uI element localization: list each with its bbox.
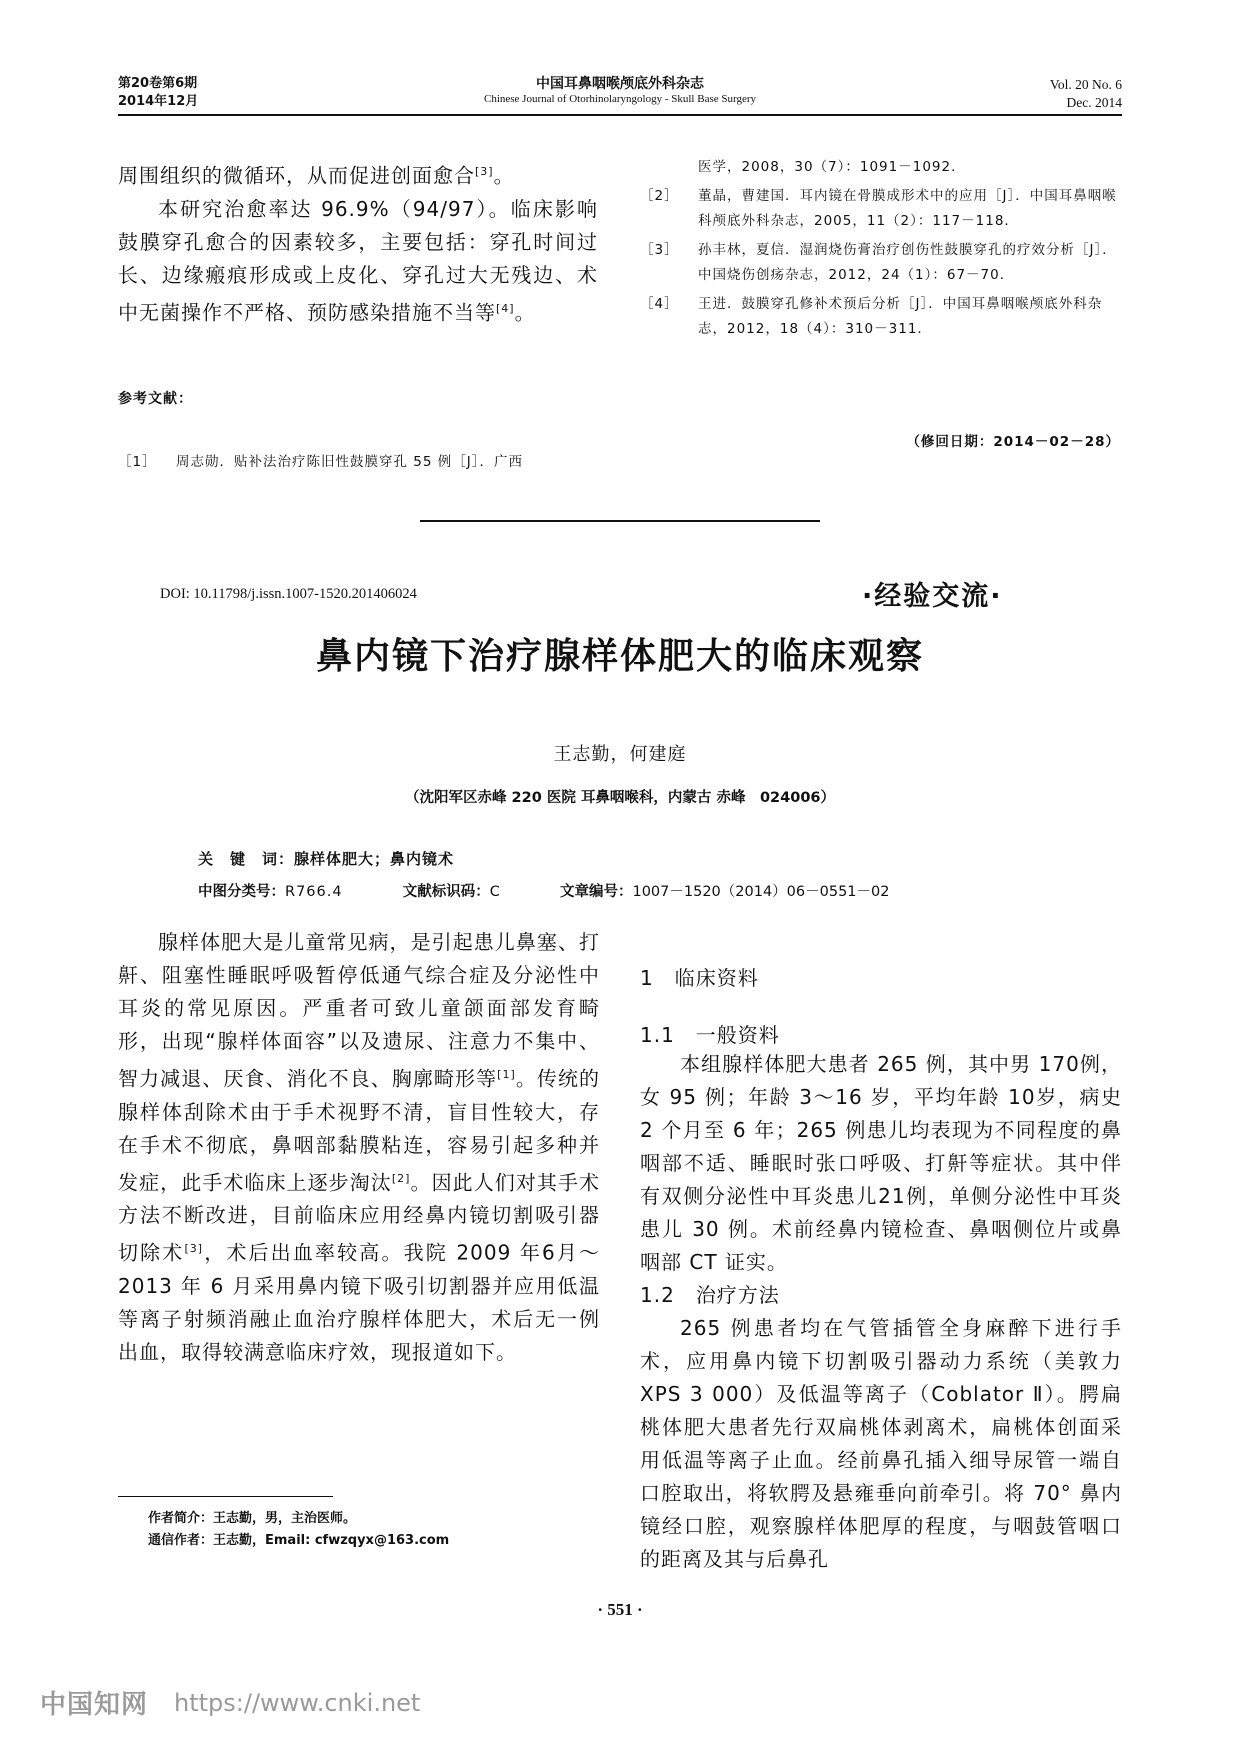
- section-1-2-text: 265 例患者均在气管插管全身麻醉下进行手术，应用鼻内镜下切割吸引器动力系统（美敦力 XPS 3 000）及低温等离子（Coblator Ⅱ）。腭扁桃体肥大患者先行双扁桃体剥离术，扁桃体创面采用低温等离子止血。经前鼻孔插入细导尿管一端自口腔取出，将软腭及悬雍垂向前牵引。将 70° 鼻内镜经口腔，观察腺样体肥厚的程度，与咽鼓管咽口的距离及其与后鼻孔: [640, 1316, 1122, 1571]
- author-bio: 作者简介：王志勤，男，主治医师。: [148, 1511, 357, 1526]
- corresponding-author: 通信作者：王志勤，Email: cfwzqyx@163.com: [148, 1533, 450, 1548]
- section-1-2-heading: 1.2 治疗方法: [640, 1283, 780, 1307]
- reference-text: 董晶，曹建国．耳内镜在骨膜成形术中的应用［J］．中国耳鼻咽喉科颅底外科杂志，2005，11（2）：117－118．: [698, 188, 1117, 229]
- reference-number: ［3］: [640, 242, 679, 258]
- doi: DOI: 10.11798/j.issn.1007-1520.201406024: [160, 586, 417, 602]
- classification-line: [198, 880, 889, 901]
- article-number-label: 文章编号：: [559, 884, 633, 900]
- section-1-1-heading: 1.1 一般资料: [640, 1023, 780, 1047]
- section-1-heading: 1 临床资料: [640, 966, 759, 990]
- right-column-body: [640, 962, 1122, 1576]
- prev-article-text: [118, 155, 598, 329]
- footnote-rule: [118, 1496, 333, 1497]
- keywords-line: [198, 848, 454, 869]
- header-date-en: Dec. 2014: [1066, 95, 1122, 110]
- reference-number: ［2］: [640, 188, 679, 204]
- revised-date: （修回日期：2014－02－28）: [906, 434, 1120, 450]
- references-right-column: [640, 155, 1122, 342]
- reference-text: 王进．鼓膜穿孔修补术预后分析［J］．中国耳鼻咽喉颅底外科杂志，2012，18（4）：310－311．: [698, 296, 1103, 337]
- reference-1: [118, 450, 600, 475]
- header-volume: 第20卷第6期: [118, 76, 198, 91]
- section-1-1-text: 本组腺样体肥大患者 265 例，其中男 170例，女 95 例；年龄 3～16 岁，平均年龄 10岁，病史 2 个月至 6 年；265 例患儿均表现为不同程度的鼻咽部不适、睡眠时张口呼吸、打鼾等症状。其中伴有双侧分泌性中耳炎患儿21例，单侧分泌性中耳炎患儿 30 例。术前经鼻内镜检查、鼻咽侧位片或鼻咽部 CT 证实。: [640, 1052, 1122, 1274]
- header-rule: [118, 114, 1122, 116]
- affiliation: （沈阳军区赤峰 220 医院 耳鼻咽喉科，内蒙古 赤峰 024006）: [405, 790, 835, 806]
- cnki-url: https://www.cnki.net: [174, 1688, 421, 1717]
- reference-4: [640, 292, 1122, 342]
- cnki-watermark: [40, 1684, 420, 1721]
- clc-label: 中图分类号：: [198, 884, 285, 900]
- journal-volume-issue: [118, 75, 198, 111]
- article-title: 鼻内镜下治疗腺样体肥大的临床观察: [315, 636, 924, 677]
- article-number: 1007－1520（2014）06－0551－02: [632, 884, 890, 900]
- authors: 王志勤，何建庭: [553, 744, 687, 765]
- reference-number: ［4］: [640, 296, 679, 312]
- journal-volume-en: [1050, 76, 1122, 112]
- references-title: 参考文献：: [118, 391, 193, 407]
- prev-paragraph-1: 周围组织的微循环，从而促进创面愈合[3]。: [118, 163, 515, 188]
- doc-code: C: [489, 884, 500, 900]
- cnki-logo: 中国知网: [40, 1690, 149, 1720]
- section-label: ·经验交流·: [862, 581, 1003, 612]
- reference-number: ［1］: [118, 454, 157, 470]
- reference-text: 孙丰林，夏信．湿润烧伤膏治疗创伤性鼓膜穿孔的疗效分析［J］．中国烧伤创疡杂志，2012，24（1）：67－70．: [698, 242, 1117, 283]
- journal-title-cn: 中国耳鼻咽喉颅底外科杂志: [536, 76, 704, 92]
- reference-1-continued: 医学，2008，30（7）：1091－1092．: [698, 159, 966, 175]
- article-separator: [420, 520, 820, 522]
- header-date: 2014年12月: [118, 94, 199, 109]
- keywords-label: 关 键 词：: [198, 850, 295, 868]
- header-volume-en: Vol. 20 No. 6: [1049, 77, 1122, 92]
- reference-2: [640, 184, 1122, 234]
- prev-paragraph-2: 本研究治愈率达 96.9%（94/97）。临床影响鼓膜穿孔愈合的因素较多，主要包括：穿孔时间过长、边缘瘢痕形成或上皮化、穿孔过大无残边、术中无菌操作不严格、预防感染措施不当等[4]。: [118, 196, 598, 325]
- intro-paragraph: 腺样体肥大是儿童常见病，是引起患儿鼻塞、打鼾、阻塞性睡眠呼吸暂停低通气综合症及分泌性中耳炎的常见原因。严重者可致儿童颌面部发育畸形，出现“腺样体面容”以及遗尿、注意力不集中、智力减退、厌食、消化不良、胸廓畸形等[1]。传统的腺样体刮除术由于手术视野不清，盲目性较大，存在手术不彻底，鼻咽部黏膜粘连，容易引起多种并发症，此手术临床上逐步淘汰[2]。因此人们对其手术方法不断改进，目前临床应用经鼻内镜切割吸引器切除术[3]，术后出血率较高。我院 2009 年6月～2013 年 6 月采用鼻内镜下吸引切割器并应用低温等离子射频消融止血治疗腺样体肥大，术后无一例出血，取得较满意临床疗效，现报道如下。: [118, 930, 601, 1364]
- footnotes: [148, 1508, 449, 1552]
- doc-code-label: 文献标识码：: [402, 884, 490, 900]
- page-number: · 551 ·: [597, 1600, 643, 1619]
- reference-3: [640, 238, 1122, 288]
- keywords: 腺样体肥大；鼻内镜术: [294, 850, 455, 868]
- clc-code: R766.4: [285, 884, 343, 900]
- journal-title-block: [380, 75, 860, 105]
- journal-title-en: Chinese Journal of Otorhinolaryngology - Skull Base Surgery: [483, 93, 756, 105]
- reference-text: 周志勋．贴补法治疗陈旧性鼓膜穿孔 55 例［J］．广西: [176, 454, 523, 470]
